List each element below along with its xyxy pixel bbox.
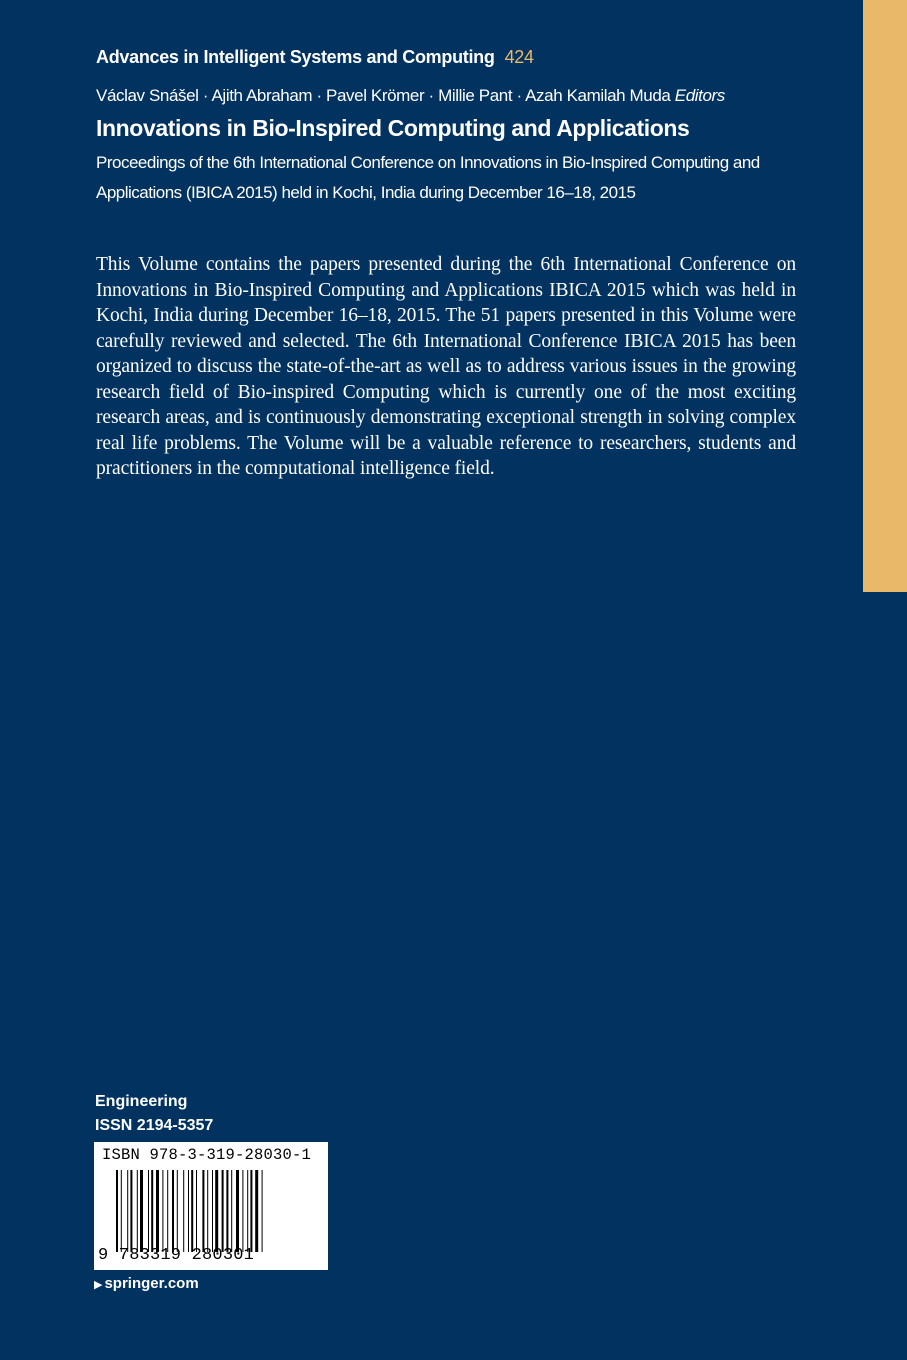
barcode-digits: 9 783319 280301 xyxy=(98,1246,255,1265)
book-blurb: This Volume contains the papers presented during the 6th International Conference on Innovations in Bio-Inspired Computing and Applications IBICA 2015 which was held in Kochi, India during December 16–18, 2015. The 51 papers presented in this Volume were carefully reviewed and selected. The 6th International Conference IBICA 2015 has been organized to discuss the state-of-the-art as well as to address various issues in the growing research field of Bio-inspired Computing which is currently one of the most exciting research areas, and is continuously demonstrating exceptional strength in solving complex real life problems. The Volume will be a valuable reference to researchers, students and practitioners in the computational intelligence field. xyxy=(96,254,796,479)
barcode-image xyxy=(116,1170,306,1252)
series-heading xyxy=(96,47,534,68)
book-title: Innovations in Bio-Inspired Computing and Applications xyxy=(96,115,690,141)
editors-line xyxy=(96,86,725,106)
website-link[interactable] xyxy=(94,1275,199,1292)
barcode-box xyxy=(94,1142,328,1270)
triangle-arrow-icon: ▶ xyxy=(94,1279,103,1291)
series-number: 424 xyxy=(504,47,534,67)
series-name: Advances in Intelligent Systems and Computing xyxy=(96,47,495,67)
accent-side-tab xyxy=(863,0,907,592)
book-subtitle: Proceedings of the 6th International Conference on Innovations in Bio-Inspired Computing and Applications (IBICA 2015) held in Kochi, India during December 16–18, 2015 xyxy=(96,153,760,202)
isbn-text: ISBN 978-3-319-28030-1 xyxy=(102,1146,312,1164)
editor-names: Václav Snášel · Ajith Abraham · Pavel Krömer · Millie Pant · Azah Kamilah Muda xyxy=(96,86,671,105)
subject-label: Engineering xyxy=(95,1093,188,1110)
editors-role: Editors xyxy=(674,86,725,105)
issn-label: ISSN 2194-5357 xyxy=(95,1117,214,1134)
website-text: springer.com xyxy=(104,1275,199,1292)
subject-block xyxy=(95,1090,213,1138)
